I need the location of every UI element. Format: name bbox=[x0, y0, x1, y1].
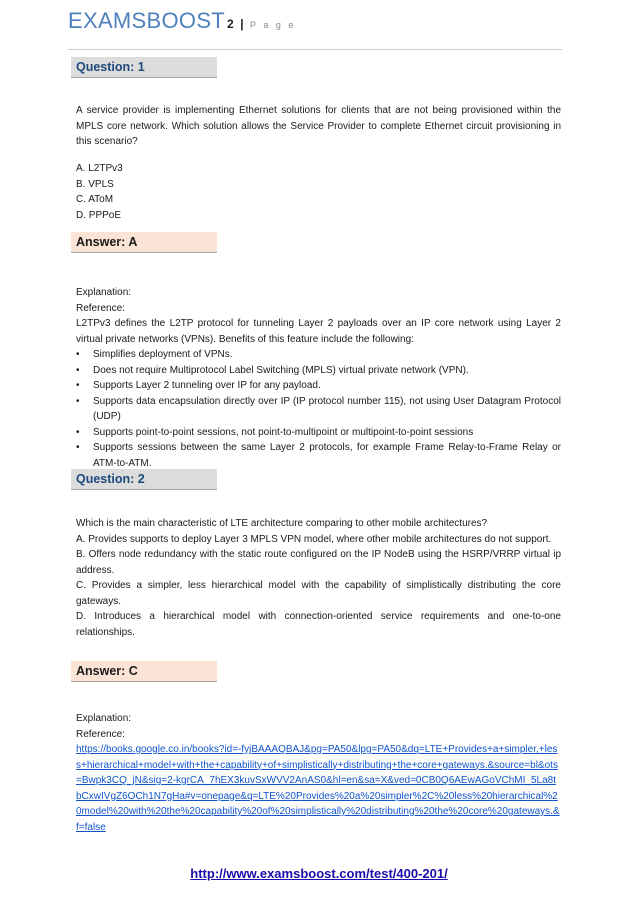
bullet-item bbox=[76, 425, 561, 441]
bullet-text: Supports point-to-point sessions, not point-to-multipoint or multipoint-to-point sessions bbox=[93, 426, 474, 438]
bullet-text: Simplifies deployment of VPNs. bbox=[93, 349, 233, 360]
answer-2-explanation bbox=[76, 711, 561, 835]
option-b: B. VPLS bbox=[76, 178, 114, 190]
bullet-item bbox=[76, 378, 561, 394]
footer-link[interactable]: http://www.examsboost.com/test/400-201/ bbox=[190, 866, 448, 881]
answer-2-heading: Answer: C bbox=[71, 661, 217, 682]
answer-1-explanation bbox=[76, 285, 561, 471]
bullet-icon: • bbox=[76, 395, 80, 407]
bullet-text: Supports data encapsulation directly over IP (IP protocol number 115), not using User Datagram Protocol (UDP) bbox=[93, 395, 561, 422]
answer-1-heading: Answer: A bbox=[71, 232, 217, 253]
option-b: B. Offers node redundancy with the static route configured on the IP NodeB using the HSRP/VRRP virtual ip address. bbox=[76, 549, 561, 576]
question-1-options bbox=[76, 161, 561, 223]
bullet-item bbox=[76, 394, 561, 425]
option-c: C. Provides a simpler, less hierarchical model with the capability of simplistically distributing the core gateways. bbox=[76, 580, 561, 607]
header-separator: | bbox=[240, 17, 244, 31]
page-footer bbox=[0, 866, 638, 881]
question-2-text: Which is the main characteristic of LTE architecture comparing to other mobile architectures? bbox=[76, 518, 488, 529]
bullet-text: Supports Layer 2 tunneling over IP for any payload. bbox=[93, 380, 321, 391]
question-2-block bbox=[76, 516, 561, 640]
reference-label: Reference: bbox=[76, 728, 125, 740]
bullet-icon: • bbox=[76, 364, 80, 376]
question-1-heading: Question: 1 bbox=[71, 57, 217, 78]
header-divider bbox=[68, 49, 562, 50]
bullet-item bbox=[76, 363, 561, 379]
reference-link[interactable]: https://books.google.co.in/books?id=-fyjBAAAQBAJ&pg=PA50&lpg=PA50&dq=LTE+Provides+a+simpler,+less+hierarchical+model+with+the+capability+of+simplistically+distributing+the+core+gateways.&source=bl&ots=Bwpk3CQ_jN&sig=2-kgrCA_7hEX3kuvSxWVV2AnAS0&hl=en&sa=X&ved=0CB0Q6AEwAGoVChMI_5La8tbCxwIVgZ6OCh1N7gHa#v=onepage&q=LTE%20Provides%20a%20simpler%2C%20less%20hierarchical%20model%20with%20the%20capability%20of%20simplistically%20distributing%20the%20core%20gateways.&f=false bbox=[76, 744, 560, 833]
explanation-intro: L2TPv3 defines the L2TP protocol for tunneling Layer 2 payloads over an IP core network using Layer 2 virtual private networks (VPNs). Benefits of this feature include the following: bbox=[76, 318, 561, 345]
explanation-label: Explanation: bbox=[76, 713, 132, 724]
option-d: D. Introduces a hierarchical model with connection-oriented service requirements and one-to-one relationships. bbox=[76, 611, 561, 638]
bullet-text: Supports sessions between the same Layer 2 protocols, for example Frame Relay-to-Frame Relay or ATM-to-ATM. bbox=[93, 442, 561, 469]
bullet-icon: • bbox=[76, 426, 80, 438]
bullet-icon: • bbox=[76, 380, 80, 391]
reference-label: Reference: bbox=[76, 302, 125, 314]
option-c: C. AToM bbox=[76, 194, 114, 205]
bullet-item bbox=[76, 440, 561, 471]
brand-title: EXAMSBOOST bbox=[68, 8, 226, 33]
page-number: 2 bbox=[227, 17, 234, 31]
bullet-icon: • bbox=[76, 442, 80, 453]
question-1-text: A service provider is implementing Ethernet solutions for clients that are not being provisioned within the MPLS core network. Which solution allows the Service Provider to complete Ethernet circuit provisioning in this scenario? bbox=[76, 105, 561, 147]
page-word: P a g e bbox=[250, 20, 296, 30]
bullet-item bbox=[76, 347, 561, 363]
explanation-label: Explanation: bbox=[76, 287, 132, 298]
option-a: A. L2TPv3 bbox=[76, 163, 123, 174]
option-a: A. Provides supports to deploy Layer 3 MPLS VPN model, where other mobile architectures do not support. bbox=[76, 533, 552, 545]
bullet-icon: • bbox=[76, 349, 80, 360]
bullet-text: Does not require Multiprotocol Label Switching (MPLS) virtual private network (VPN). bbox=[93, 364, 469, 376]
question-2-heading: Question: 2 bbox=[71, 469, 217, 490]
option-d: D. PPPoE bbox=[76, 209, 122, 221]
page-header bbox=[68, 8, 296, 34]
